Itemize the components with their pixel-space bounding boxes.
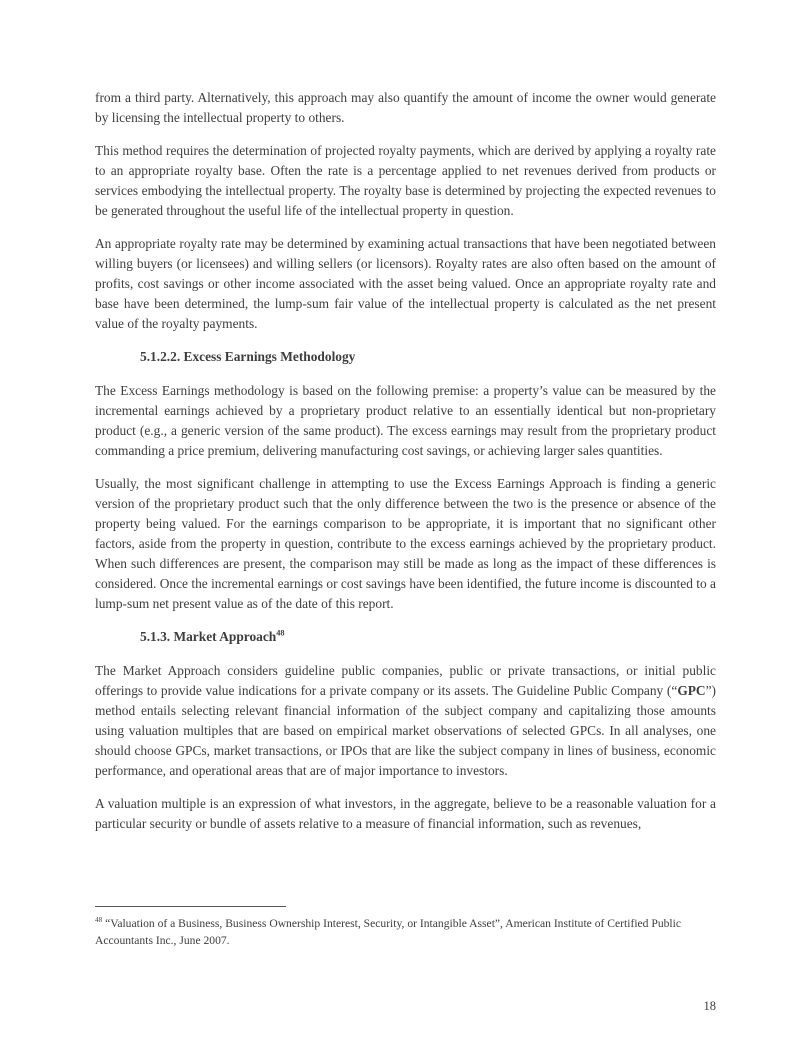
paragraph-licensing-income: from a third party. Alternatively, this approach may also quantify the amount of income the owner would generate by licensing the intellectual property to others. [95, 90, 716, 125]
heading-excess-earnings-methodology: 5.1.2.2. Excess Earnings Methodology [140, 349, 356, 364]
footnote [95, 906, 716, 949]
heading-market-approach: 5.1.3. Market Approach$^{48}$ [140, 628, 285, 644]
page-number: 18 [703, 999, 716, 1013]
page-body [95, 88, 716, 847]
paragraph-excess-earnings-challenge: Usually, the most significant challenge in attempting to use the Excess Earnings Approach is finding a generic version of the proprietary product such that the only difference between the two is the presence or absence of the property being valued. For the earnings comparison to be appropriate, it is important that no significant other factors, aside from the property in question, contribute to the excess earnings achieved by the proprietary product. When such differences are present, the comparison may still be made as long as the impact of these differences is considered. Once the incremental earnings or cost savings have been identified, the future income is discounted to a lump-sum net present value as of the date of this report. [95, 476, 716, 611]
paragraph-market-approach: The Market Approach considers guideline public companies, public or private transactions, or initial public offerings to provide value indications for a private company or its assets. The Guideline Public Company (“GPC”) method entails selecting relevant financial information of the subject company and capitalizing those amounts using valuation multiples that are based on empirical market observations of selected GPCs. In all analyses, one should choose GPCs, market transactions, or IPOs that are like the subject company in lines of business, economic performance, and operational areas that are of major importance to investors. [95, 663, 716, 778]
paragraph-royalty-method: This method requires the determination of projected royalty payments, which are derived by applying a royalty rate to an appropriate royalty base. Often the rate is a percentage applied to net revenues derived from products or services embodying the intellectual property. The royalty base is determined by projecting the expected revenues to be generated throughout the useful life of the intellectual property in question. [95, 143, 716, 218]
paragraph-excess-earnings-premise: The Excess Earnings methodology is based on the following premise: a property’s value can be measured by the incremental earnings achieved by a proprietary product relative to an essentially identical but non-proprietary product (e.g., a generic version of the same product). The excess earnings may result from the proprietary product commanding a price premium, delivering manufacturing cost savings, or achieving larger sales quantities. [95, 383, 716, 458]
paragraph-royalty-rate: An appropriate royalty rate may be determined by examining actual transactions that have been negotiated between willing buyers (or licensees) and willing sellers (or licensors). Royalty rates are also often based on the amount of profits, cost savings or other income associated with the asset being valued. Once an appropriate royalty rate and base have been determined, the lump-sum fair value of the intellectual property is calculated as the net present value of the royalty payments. [95, 236, 716, 331]
footnote-divider [95, 906, 286, 907]
paragraph-valuation-multiple: A valuation multiple is an expression of what investors, in the aggregate, believe to be a reasonable valuation for a particular security or bundle of assets relative to a measure of financial information, such as revenues, [95, 796, 716, 831]
footnote-text: $^{48}$ “Valuation of a Business, Business Ownership Interest, Security, or Intangible Asset”, American Institute of Certified Public Accountants Inc., June 2007. [95, 916, 682, 947]
